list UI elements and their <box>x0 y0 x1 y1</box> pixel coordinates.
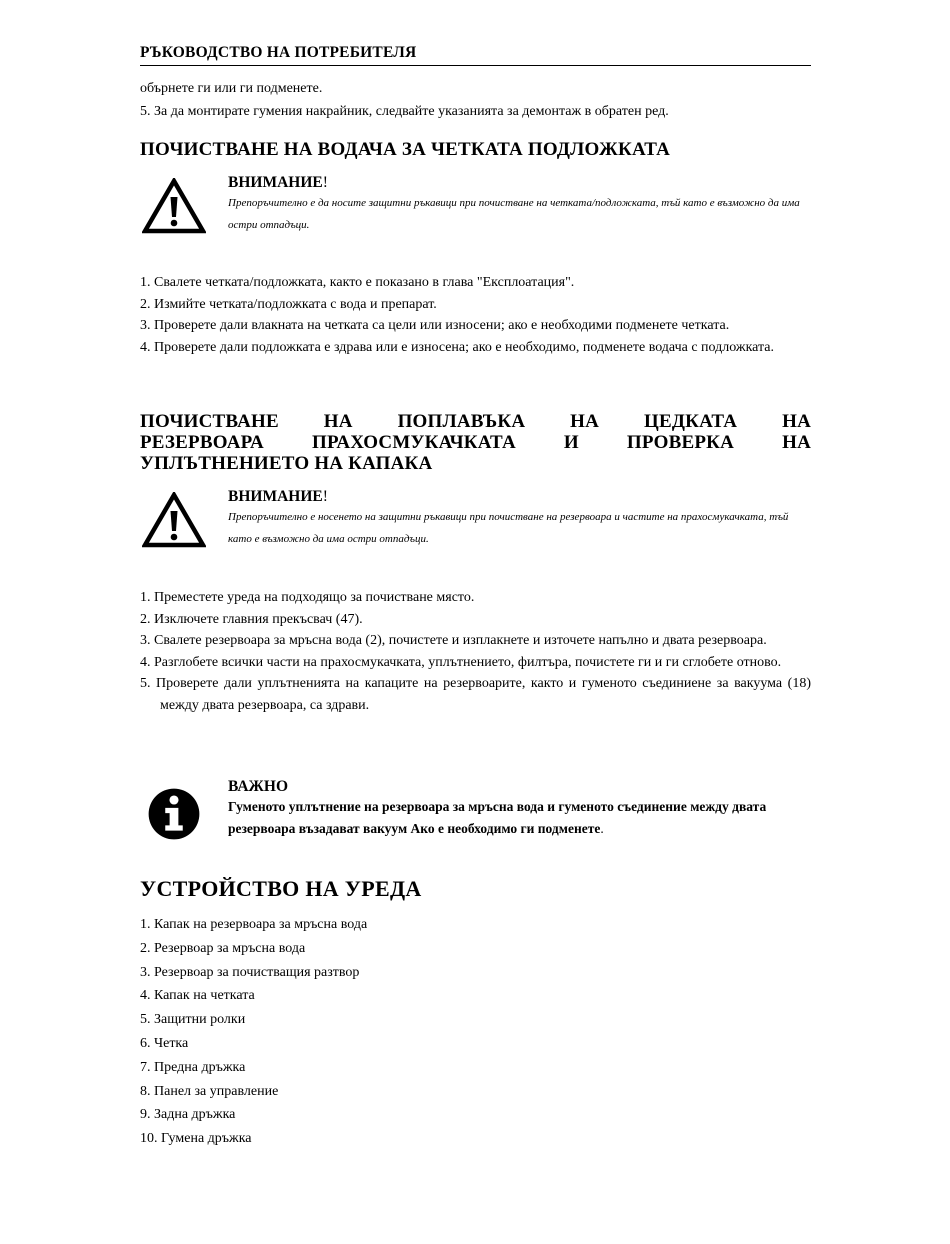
notice-title: ВНИМАНИЕ! <box>228 488 328 505</box>
list-item: 1. Капак на резервоара за мръсна вода <box>140 917 368 932</box>
important-title: ВАЖНО <box>228 778 288 795</box>
list-item: 5. Защитни ролки <box>140 1012 246 1028</box>
list-item: 10. Гумена дръжка <box>140 1131 252 1147</box>
list-item: 7. Предна дръжка <box>140 1059 246 1075</box>
section-heading-brush-guide: ПОЧИСТВАНЕ НА ВОДАЧА ЗА ЧЕТКАТА ПОДЛОЖКАТА <box>140 139 671 160</box>
warning-notice <box>140 174 811 254</box>
step: 2. Изключете главния прекъсвач (47). <box>140 611 363 627</box>
parts-list <box>140 913 811 1151</box>
step: 2. Измийте четката/подложката с вода и препарат. <box>140 296 437 312</box>
list-item: 8. Панел за управление <box>140 1083 279 1099</box>
section-heading-float-filter <box>140 411 811 474</box>
section-heading-device-layout: УСТРОЙСТВО НА УРЕДА <box>140 876 422 901</box>
notice-title: ВНИМАНИЕ! <box>228 174 328 191</box>
warning-triangle-icon <box>142 492 206 548</box>
list-item: 4. Капак на четката <box>140 988 255 1004</box>
list-item: 6. Четка <box>140 1035 189 1051</box>
step: 3. Проверете дали влакната на четката са цели или износени; ако е необходими подменете четката. <box>140 318 730 333</box>
step: 5. Проверете дали уплътненията на капаците на резервоарите, както и гуменото съединиене за вакуума (18) между двата резервоара, са здрави. <box>140 676 811 713</box>
heading-line: УПЛЪТНЕНИЕТО НА КАПАКА <box>140 453 433 474</box>
notice-text: Препоръчително е носенето на защитни ръкавици при почистване на резервоара и частите на прахосмукачката, тъй като е възможно да има остри отпадъци. <box>228 511 789 545</box>
important-notice <box>140 778 811 848</box>
steps-brush-guide <box>140 272 811 358</box>
list-item: 9. Задна дръжка <box>140 1107 236 1123</box>
step: 3. Свалете резервоара за мръсна вода (2), почистете и изплакнете и източете напълно и двата резервоара. <box>140 633 767 648</box>
notice-text: Препоръчително е да носите защитни ръкавици при почистване на четката/подложката, тъй като е възможно да има остри отпадъци. <box>228 197 800 231</box>
steps-float-filter <box>140 587 811 716</box>
warning-triangle-icon <box>142 178 206 234</box>
running-header: РЪКОВОДСТВО НА ПОТРЕБИТЕЛЯ <box>140 44 811 66</box>
list-item: 2. Резервоар за мръсна вода <box>140 940 306 956</box>
intro-line-2: 5. За да монтирате гумения накрайник, следвайте указанията за демонтаж в обратен ред. <box>140 104 669 119</box>
step: 4. Проверете дали подложката е здрава или е износена; ако е необходимо, подменете водача с подложката. <box>140 339 775 355</box>
step: 1. Преместете уреда на подходящо за почистване място. <box>140 590 475 605</box>
heading-line: РЕЗЕРВОАРА ПРАХОСМУКАЧКАТА И ПРОВЕРКА НА <box>140 432 811 453</box>
important-text: Гуменото уплътнение на резервоара за мръсна вода и гуменото съединение между двата резервоара възадават вакуум Ако е необходимо ги подменете. <box>228 799 767 836</box>
warning-notice <box>140 488 811 568</box>
info-icon <box>146 786 202 842</box>
heading-line: ПОЧИСТВАНЕ НА ПОПЛАВЪКА НА ЦЕДКАТА НА <box>140 411 811 432</box>
step: 1. Свалете четката/подложката, както е показано в глава "Експлоатация". <box>140 275 575 290</box>
intro-line-1: обърнете ги или ги подменете. <box>140 81 323 96</box>
list-item: 3. Резервоар за почистващия разтвор <box>140 964 360 980</box>
step: 4. Разглобете всички части на прахосмукачката, уплътнението, филтъра, почистете ги и ги сглобете отново. <box>140 654 782 670</box>
